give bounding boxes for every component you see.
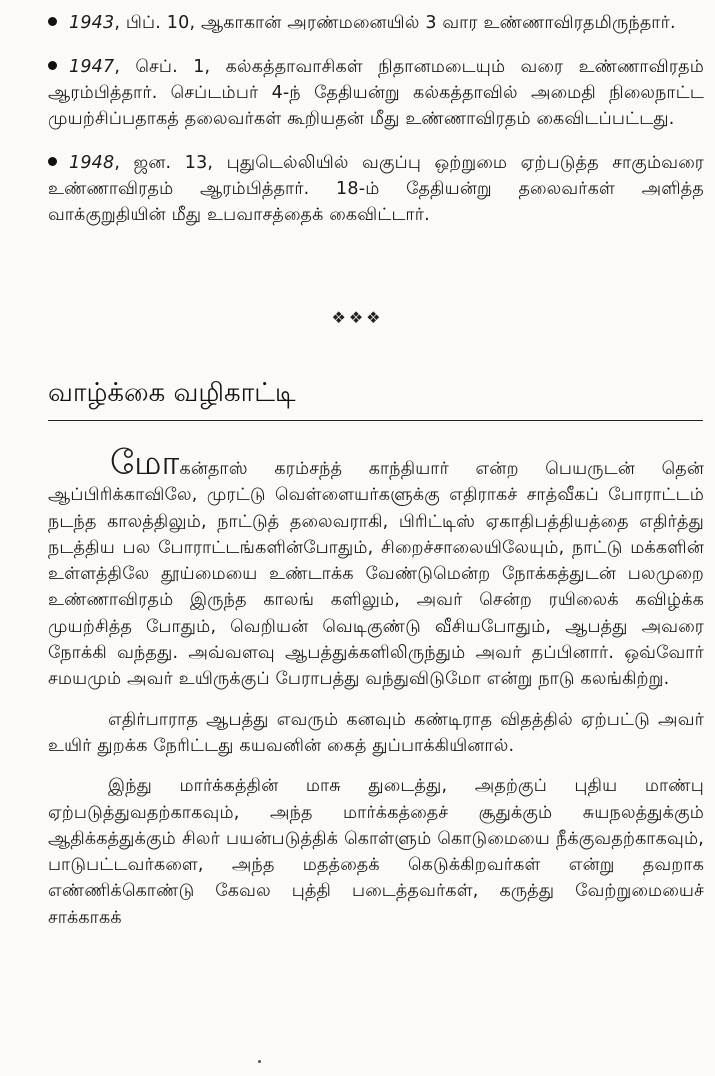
bullet-list (48, 10, 704, 246)
bullet-dot-icon (48, 17, 57, 26)
drop-cap: மோ (110, 443, 180, 483)
paragraph: இந்து மார்க்கத்தின் மாசு துடைத்து, அதற்குப் புதிய மாண்பு ஏற்படுத்துவதற்காகவும், அந்த மார்க்கத்தைச் சூதுக்கும் சுயநலத்துக்கும் ஆதிக்கத்துக்கும் சிலர் பயன்படுத்திக் கொள்ளும் கொடுமையை நீக்குவதற்காகவும், பாடுபட்டவர்களை, அந்த மதத்தைக் கெடுக்கிறவர்கள் என்று தவறாக எண்ணிக்கொண்டு கேவல புத்தி படைத்தவர்கள், கருத்து வேற்றுமையைச் சாக்காகக் (48, 776, 704, 928)
bullet-dot-icon (48, 61, 57, 70)
page-speck (258, 1060, 261, 1063)
title-underline (48, 420, 703, 421)
body-text (48, 443, 704, 945)
bullet-year: 1943 (69, 13, 115, 33)
bullet-dot-icon (48, 157, 57, 166)
bullet-year: 1948 (69, 153, 115, 173)
bullet-text: , பிப். 10, ஆகாகான் அரண்மனையில் 3 வார உண்ணாவிரதமிருந்தார். (114, 13, 676, 33)
section-title: வாழ்க்கை வழிகாட்டி (48, 378, 296, 408)
bullet-text: , செப். 1, கல்கத்தாவாசிகள் நிதானமடையும் வரை உண்ணாவிரதம் ஆரம்பித்தார். செப்டம்பர் 4-ந் தேதியன்று கல்கத்தாவில் அமைதி நிலைநாட்ட முயற்சிப்பதாகத் தலைவர்கள் கூறியதன் மீது உண்ணாவிரதம் கைவிடப்பட்டது. (48, 57, 704, 129)
bullet-item (48, 10, 704, 36)
paragraph (48, 443, 704, 693)
paragraph: எதிர்பாராத ஆபத்து எவரும் கனவும் கண்டிராத விதத்தில் ஏற்பட்டு அவர் உயிர் துறக்க நேரிட்டது கயவனின் கைத் துப்பாக்கியினால். (48, 709, 704, 756)
section-divider-ornament: ❖❖❖ (331, 308, 384, 327)
bullet-year: 1947 (69, 57, 115, 77)
bullet-item (48, 150, 704, 228)
paragraph-text: கன்தாஸ் கரம்சந்த் காந்தியார் என்ற பெயருடன் தென் ஆப்பிரிக்காவிலே, முரட்டு வெள்ளையர்களுக்கு எதிராகச் சாத்வீகப் போராட்டம் நடந்த காலத்திலும், நாட்டுத் தலைவராகி, பிரிட்டிஸ் ஏகாதிபத்தியத்தை எதிர்த்து நடத்திய பல போராட்டங்களின்போதும், சிறைச்சாலையிலேயும், நாட்டு மக்களின் உள்ளத்திலே தூய்மையை உண்டாக்க வேண்டுமென்ற நோக்கத்துடன் பலமுறை உண்ணாவிரதம் இருந்த காலங் களிலும், அவர் சென்ற ரயிலைக் கவிழ்க்க முயற்சித்த போதும், வெறியன் வெடிகுண்டு வீசியபோதும், ஆபத்து அவரை நோக்கி வந்தது. அவ்வளவு ஆபத்துக்களிலிருந்தும் அவர் தப்பினார். ஒவ்வோர் சமயமும் அவர் உயிருக்குப் பேராபத்து வந்துவிடுமோ என்று நாடு கலங்கிற்று. (48, 459, 704, 690)
bullet-item (48, 54, 704, 132)
bullet-text: , ஜன. 13, புதுடெல்லியில் வகுப்பு ஒற்றுமை ஏற்படுத்த சாகும்வரை உண்ணாவிரதம் ஆரம்பித்தார். 18-ம் தேதியன்று தலைவர்கள் அளித்த வாக்குறுதியின் மீது உபவாசத்தைக் கைவிட்டார். (48, 153, 704, 225)
